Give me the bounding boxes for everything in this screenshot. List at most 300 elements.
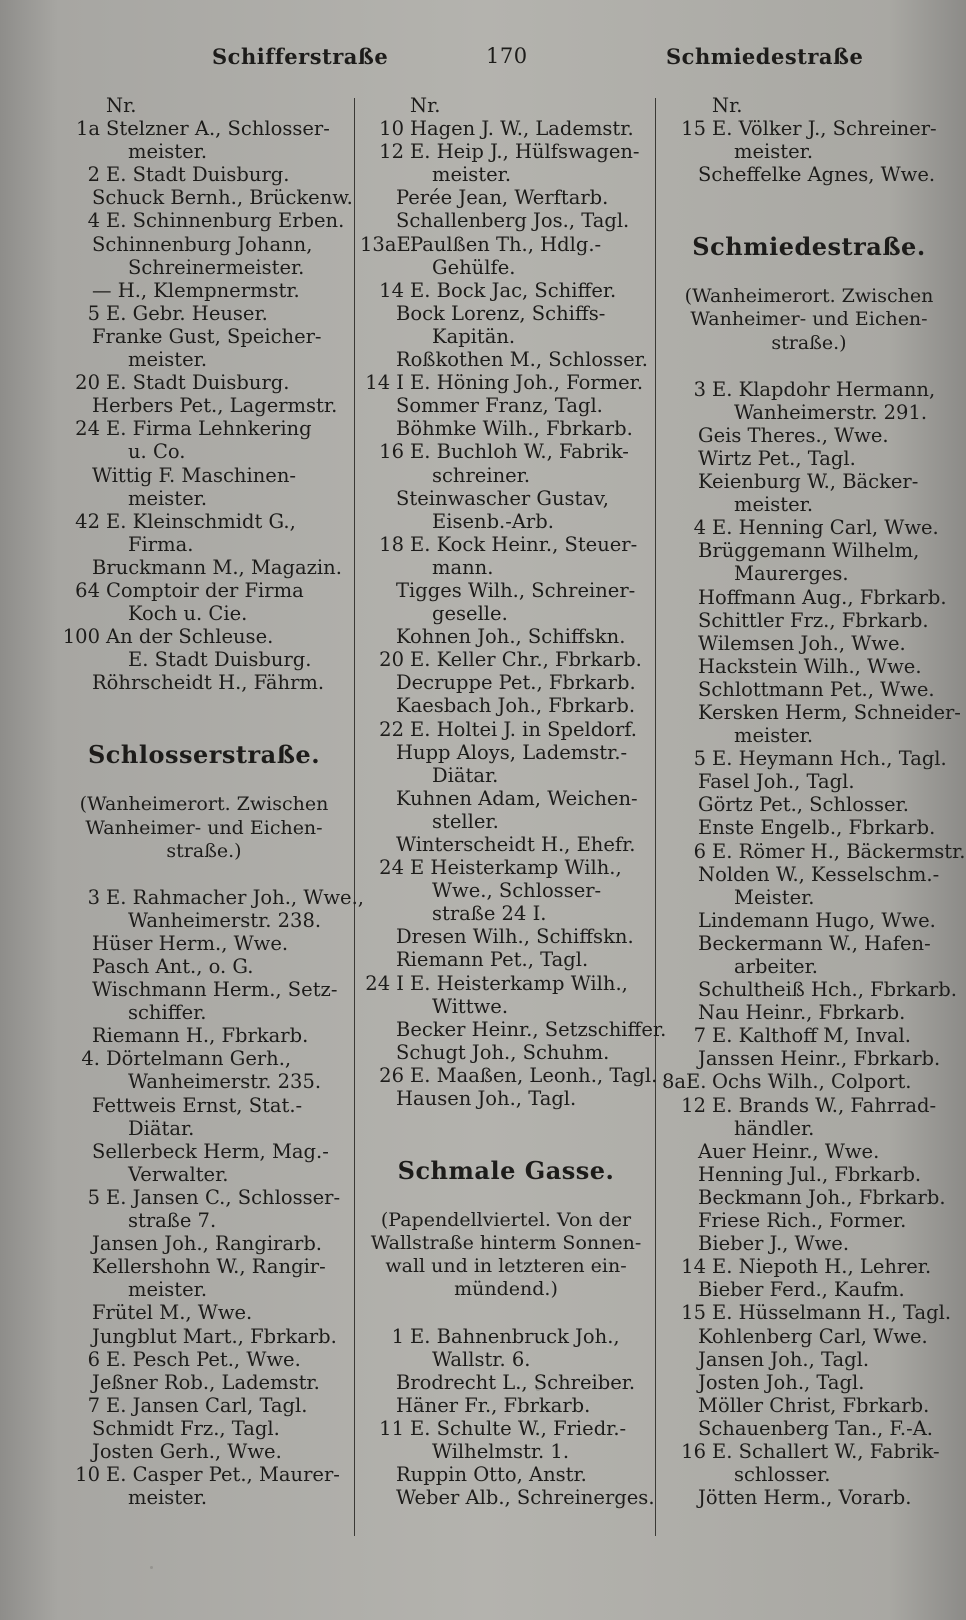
house-number: 5 [693, 747, 706, 771]
resident-text: E. Schallert W., Fabrik- [712, 1439, 940, 1463]
resident-text: E. Gebr. Heuser. [106, 301, 268, 325]
directory-line [360, 417, 652, 440]
number-label [360, 94, 652, 117]
directory-line [360, 718, 652, 741]
resident-text: straße 24 I. [432, 902, 547, 926]
resident-text: Wwe., Schlosser- [432, 879, 602, 903]
house-number: 16 [681, 1439, 706, 1463]
resident-text: Nr. [712, 94, 743, 117]
directory-line [56, 556, 352, 579]
resident-text: Maurerges. [734, 562, 849, 586]
directory-line [56, 625, 352, 648]
resident-text: meister. [128, 1486, 208, 1510]
house-number: 22 [379, 717, 404, 741]
resident-text: E. Stadt Duisburg. [106, 163, 290, 187]
directory-line [360, 510, 652, 533]
directory-line [360, 487, 652, 510]
directory-line [662, 793, 956, 816]
directory-line [56, 1417, 352, 1440]
resident-text: Kohnen Joh., Schiffskn. [396, 625, 626, 649]
directory-line [56, 1001, 352, 1024]
directory-line [662, 770, 956, 793]
directory-line [662, 909, 956, 932]
resident-text: Schauenberg Tan., F.-A. [698, 1416, 933, 1440]
directory-line [56, 140, 352, 163]
resident-text: Riemann H., Fbrkarb. [92, 1024, 309, 1048]
resident-text: E. Brands W., Fahrrad- [712, 1093, 937, 1117]
directory-line [360, 209, 652, 232]
resident-text: Steinwascher Gustav, [396, 486, 609, 510]
resident-text: Perée Jean, Werftarb. [396, 186, 609, 210]
number-label [56, 94, 352, 117]
directory-line [662, 816, 956, 839]
house-number: 6 [87, 1347, 100, 1371]
resident-text: Nr. [410, 94, 441, 117]
resident-text: Schallenberg Jos., Tagl. [396, 209, 630, 233]
resident-text: Fettweis Ernst, Stat.- [92, 1093, 303, 1117]
directory-line [56, 1163, 352, 1186]
column-rule-left [354, 98, 355, 1536]
resident-text: meister. [128, 140, 208, 164]
house-number: 4 [693, 516, 706, 540]
spacer [56, 863, 352, 886]
resident-text: Firma. [128, 532, 194, 556]
directory-line [56, 1186, 352, 1209]
directory-line [360, 1486, 655, 1510]
resident-text: Koch u. Cie. [128, 602, 248, 626]
directory-line [360, 995, 652, 1018]
resident-text: E. Höning Joh., Former. [410, 371, 644, 395]
directory-line [662, 1348, 956, 1371]
directory-line [360, 972, 652, 995]
resident-text: Wilemsen Joh., Wwe. [698, 631, 906, 655]
resident-text: meister. [734, 493, 814, 517]
resident-text: Decruppe Pet., Fbrkarb. [396, 671, 636, 695]
resident-text: meister. [128, 1278, 208, 1302]
resident-text: arbeiter. [734, 955, 818, 978]
house-number: 15 [681, 1301, 706, 1325]
spacer [360, 1302, 652, 1325]
directory-line [360, 579, 652, 602]
spacer [360, 1110, 652, 1156]
directory-line [360, 671, 652, 694]
resident-text: Brodrecht L., Schreiber. [396, 1370, 636, 1394]
resident-text: Röhrscheidt H., Fährm. [92, 671, 325, 695]
directory-line [360, 625, 652, 648]
resident-text: Schmidt Frz., Tagl. [92, 1416, 280, 1440]
resident-text: steller. [432, 809, 499, 833]
directory-line [662, 163, 956, 186]
resident-text: E. Heisterkamp Wilh., [410, 971, 628, 995]
resident-text: Henning Jul., Fbrkarb. [698, 1162, 922, 1186]
directory-line [662, 678, 956, 701]
resident-text: Wischmann Herm., Setz- [92, 978, 338, 1002]
directory-line [360, 464, 652, 487]
resident-text: Brüggemann Wilhelm, [698, 539, 920, 563]
directory-line [56, 909, 352, 932]
resident-text: E. Völker J., Schreiner- [712, 117, 937, 141]
resident-text: Wittwe. [432, 994, 509, 1018]
resident-text: Schugt Joh., Schuhm. [396, 1040, 610, 1064]
resident-text: Jansen Joh., Rangirarb. [92, 1232, 323, 1256]
resident-text: Stelzner A., Schlosser- [106, 117, 330, 141]
resident-text: E. Kleinschmidt G., [106, 509, 296, 533]
street-description: (Wanheimerort. Zwischen [79, 793, 329, 816]
directory-line [360, 325, 652, 348]
directory-line [56, 325, 352, 348]
directory-line [662, 493, 956, 516]
resident-text: Tigges Wilh., Schreiner- [396, 578, 636, 602]
resident-text: Möller Christ, Fbrkarb. [698, 1393, 930, 1417]
house-number: 5 [87, 301, 100, 325]
directory-line [662, 978, 956, 1001]
directory-line [662, 1117, 956, 1140]
directory-line [56, 163, 352, 186]
resident-text: Bieber Ferd., Kaufm. [698, 1278, 905, 1302]
directory-line [662, 1094, 956, 1117]
directory-line [662, 655, 956, 678]
resident-text: E. Kock Heinr., Steuer- [410, 532, 638, 556]
directory-line [662, 562, 956, 585]
house-number: 3 [87, 885, 100, 909]
running-head-right: Schmiedestraße [666, 44, 864, 69]
resident-text: E. Hüsselmann H., Tagl. [712, 1301, 952, 1325]
directory-line [56, 1348, 352, 1371]
resident-text: E. Stadt Duisburg. [106, 371, 290, 395]
spacer [56, 694, 352, 740]
house-number: 24 [75, 417, 100, 441]
resident-text: Weber Alb., Schreinerges. [396, 1486, 655, 1510]
directory-line [662, 839, 966, 863]
resident-text: E. Heip J., Hülfswagen- [410, 140, 640, 164]
directory-line [360, 810, 652, 833]
directory-line [56, 1070, 352, 1093]
directory-line [662, 1463, 956, 1486]
directory-line [360, 440, 652, 463]
resident-text: Hupp Aloys, Lademstr.- [396, 740, 628, 764]
resident-text: Jeßner Rob., Lademstr. [92, 1370, 320, 1394]
resident-text: meister. [734, 724, 814, 748]
resident-text: straße 7. [128, 1209, 217, 1233]
directory-line [662, 724, 956, 747]
house-number: 8aE. [662, 1070, 707, 1094]
resident-text: Dresen Wilh., Schiffskn. [396, 925, 634, 949]
directory-line [662, 1486, 956, 1509]
resident-text: Jungblut Mart., Fbrkarb. [92, 1324, 337, 1348]
resident-text: Riemann Pet., Tagl. [396, 948, 589, 972]
directory-line [662, 1394, 956, 1417]
resident-text: Kapitän. [432, 324, 516, 348]
house-number: 100 [62, 625, 100, 649]
directory-line [360, 1063, 658, 1087]
paper-fleck [536, 1388, 540, 1391]
house-number: 7 [693, 1024, 706, 1048]
directory-line [662, 1024, 956, 1047]
street-description: wall und in letzteren ein- [385, 1255, 627, 1278]
street-heading: Schmale Gasse. [397, 1156, 615, 1186]
directory-line [360, 1440, 652, 1463]
directory-line [56, 602, 352, 625]
street-description: straße.) [166, 839, 242, 862]
house-number: 12 [379, 140, 404, 164]
column-2 [360, 94, 667, 1510]
directory-line [56, 117, 352, 140]
resident-text: Fasel Joh., Tagl. [698, 770, 855, 794]
directory-line [56, 932, 352, 955]
directory-line [360, 833, 652, 856]
directory-line [662, 470, 956, 493]
resident-text: E. Kalthoff M, Inval. [712, 1024, 911, 1048]
directory-line [360, 1348, 652, 1371]
directory-line [662, 1255, 956, 1278]
resident-text: E. Niepoth H., Lehrer. [712, 1255, 932, 1279]
directory-line [360, 556, 652, 579]
resident-text: Schultheiß Hch., Fbrkarb. [698, 978, 957, 1002]
directory-line [662, 886, 956, 909]
resident-text: Wanheimerstr. 235. [128, 1070, 322, 1094]
directory-line [56, 302, 352, 325]
resident-text: E. Holtei J. in Speldorf. [410, 717, 638, 741]
resident-text: Wanheimerstr. 238. [128, 908, 322, 932]
resident-text: Hausen Joh., Tagl. [396, 1087, 577, 1111]
directory-line [56, 1486, 352, 1509]
directory-line [56, 1255, 352, 1278]
resident-text: Roßkothen M., Schlosser. [396, 348, 649, 372]
directory-line [56, 978, 352, 1001]
directory-line [56, 417, 352, 440]
spacer [662, 262, 956, 285]
resident-text: Gehülfe. [432, 255, 516, 279]
house-number: 14 [379, 278, 404, 302]
resident-text: E. Jansen C., Schlosser- [106, 1185, 341, 1209]
resident-text: E. Henning Carl, Wwe. [712, 516, 939, 540]
resident-text: E. Maaßen, Leonh., Tagl. [410, 1063, 658, 1087]
resident-text: Eisenb.-Arb. [432, 509, 554, 533]
street-description: Wanheimer- und Eichen- [85, 816, 323, 839]
resident-text: E. Klapdohr Hermann, [712, 377, 936, 401]
directory-line [56, 1440, 352, 1463]
directory-line [360, 1463, 652, 1486]
directory-line [662, 863, 956, 886]
house-number: 14 [681, 1255, 706, 1279]
directory-line [56, 394, 352, 417]
resident-text: Janssen Heinr., Fbrkarb. [698, 1047, 941, 1071]
resident-text: Meister. [734, 885, 815, 909]
resident-text: E. Rahmacher Joh., Wwe., [106, 885, 364, 909]
house-number: 26 [379, 1063, 404, 1087]
directory-line [360, 1017, 667, 1041]
column-rule-right [655, 98, 656, 1536]
directory-line [662, 424, 956, 447]
resident-text: Friese Rich., Former. [698, 1209, 907, 1233]
resident-text: Beckmann Joh., Fbrkarb. [698, 1185, 946, 1209]
house-number: 5 [87, 1185, 100, 1209]
directory-line [56, 671, 352, 694]
directory-line [662, 539, 956, 562]
directory-line [56, 1140, 352, 1163]
resident-text: Geis Theres., Wwe. [698, 423, 889, 447]
house-number: 15 [681, 117, 706, 141]
directory-line [662, 609, 956, 632]
number-label [662, 94, 956, 117]
house-number: 42 [75, 509, 100, 533]
directory-line [56, 648, 352, 671]
resident-text: Comptoir der Firma [106, 578, 304, 602]
directory-line [662, 1140, 956, 1163]
resident-text: E. Keller Chr., Fbrkarb. [410, 648, 642, 672]
resident-text: Verwalter. [128, 1162, 229, 1186]
resident-text: Hoffmann Aug., Fbrkarb. [698, 585, 947, 609]
directory-line [56, 533, 352, 556]
directory-line [360, 856, 652, 879]
directory-line [360, 1041, 652, 1064]
directory-line [360, 648, 652, 671]
directory-line [56, 1371, 352, 1394]
resident-text: geselle. [432, 602, 508, 626]
directory-line [662, 1301, 956, 1324]
resident-text: Winterscheidt H., Ehefr. [396, 833, 636, 856]
street-description: Wallstraße hinterm Sonnen- [370, 1232, 642, 1255]
directory-line [662, 747, 956, 770]
house-number: 10 [379, 117, 404, 141]
resident-text: Franke Gust, Speicher- [92, 324, 322, 348]
resident-text: E. Heymann Hch., Tagl. [712, 747, 947, 771]
directory-line [360, 371, 652, 394]
directory-line [662, 1070, 956, 1093]
house-number: 64 [75, 578, 100, 602]
house-number: 7 [87, 1393, 100, 1417]
resident-text: schiffer. [128, 1001, 207, 1025]
house-number: 1a [75, 117, 100, 141]
directory-line [360, 1394, 652, 1417]
directory-line [360, 279, 652, 302]
house-number: 24 I [365, 971, 404, 995]
directory-line [360, 694, 652, 717]
street-description: Wanheimer- und Eichen- [690, 308, 928, 331]
directory-line [360, 302, 652, 325]
resident-text: Wanheimerstr. 291. [734, 400, 928, 424]
resident-text: E. Schulte W., Friedr.- [410, 1416, 627, 1440]
resident-text: Josten Joh., Tagl. [698, 1370, 865, 1394]
directory-line [662, 700, 961, 724]
resident-text: E Heisterkamp Wilh., [410, 856, 622, 880]
resident-text: Paulßen Th., Hdlg.- [410, 232, 602, 256]
directory-line [662, 586, 956, 609]
resident-text: Herbers Pet., Lagermstr. [92, 394, 338, 418]
resident-text: u. Co. [128, 440, 186, 464]
directory-line [360, 948, 652, 971]
directory-line [56, 1047, 352, 1070]
spacer [662, 355, 956, 378]
page-number: 170 [486, 44, 528, 68]
resident-text: Nr. [106, 94, 137, 117]
resident-text: Wirtz Pet., Tagl. [698, 446, 856, 470]
column-3 [662, 94, 966, 1510]
resident-text: Schreinermeister. [128, 255, 305, 279]
directory-line [360, 533, 652, 556]
directory-line [662, 140, 956, 163]
resident-text: E. Stadt Duisburg. [128, 648, 312, 672]
directory-line [662, 1232, 956, 1255]
directory-line [360, 764, 652, 787]
street-heading: Schlosserstraße. [87, 740, 321, 770]
resident-text: Keienburg W., Bäcker- [698, 470, 919, 494]
directory-line [56, 1278, 352, 1301]
directory-line [360, 140, 652, 163]
directory-line [360, 787, 652, 810]
directory-line [56, 1463, 352, 1486]
street-description: (Wanheimerort. Zwischen [684, 285, 934, 308]
resident-text: Diätar. [432, 763, 499, 787]
resident-text: Jötten Herm., Vorarb. [698, 1486, 912, 1510]
directory-line [56, 487, 352, 510]
street-description: (Papendellviertel. Von der [380, 1209, 632, 1232]
directory-line [56, 1301, 352, 1324]
directory-line [56, 371, 352, 394]
directory-line [662, 932, 956, 955]
directory-line [360, 902, 652, 925]
resident-text: Schlottmann Pet., Wwe. [698, 677, 935, 701]
directory-line [56, 256, 352, 279]
street-description: straße.) [771, 331, 847, 354]
directory-line [360, 348, 652, 371]
directory-line [662, 1047, 956, 1070]
resident-text: Beckermann W., Hafen- [698, 931, 931, 955]
resident-text: händler. [734, 1116, 815, 1140]
column-1 [56, 94, 364, 1510]
directory-line [360, 117, 652, 140]
directory-line [662, 632, 956, 655]
house-number: 2 [87, 163, 100, 187]
resident-text: Kaesbach Joh., Fbrkarb. [396, 694, 636, 718]
resident-text: E. Buchloh W., Fabrik- [410, 440, 629, 464]
resident-text: Wittig F. Maschinen- [92, 463, 296, 487]
spacer [662, 186, 956, 232]
house-number: 10 [75, 1463, 100, 1487]
resident-text: E. Bock Jac, Schiffer. [410, 278, 617, 302]
directory-line [360, 186, 652, 209]
directory-line [360, 256, 652, 279]
directory-line [360, 233, 652, 256]
resident-text: Scheffelke Agnes, Wwe. [698, 163, 936, 187]
resident-text: Bieber J., Wwe. [698, 1232, 850, 1256]
directory-line [56, 348, 352, 371]
house-number: 12 [681, 1093, 706, 1117]
resident-text: Nau Heinr., Fbrkarb. [698, 1001, 906, 1025]
resident-text: Becker Heinr., Setzschiffer. [396, 1017, 667, 1041]
resident-text: meister. [128, 486, 208, 510]
house-number: 6 [693, 839, 706, 863]
directory-line [662, 1163, 956, 1186]
resident-text: Diätar. [128, 1116, 195, 1140]
resident-text: Kellershohn W., Rangir- [92, 1255, 326, 1279]
directory-line [360, 879, 652, 902]
resident-text: Auer Heinr., Wwe. [698, 1139, 880, 1163]
resident-text: Schuck Bernh., Brückenw. [92, 186, 353, 210]
resident-text: Hackstein Wilh., Wwe. [698, 654, 922, 678]
house-number: 3 [693, 377, 706, 401]
directory-line [360, 163, 652, 186]
street-description: mündend.) [454, 1278, 558, 1301]
directory-line [662, 1371, 956, 1394]
resident-text: Dörtelmann Gerh., [106, 1047, 292, 1071]
house-number: 13aE. [360, 232, 417, 256]
resident-text: E. Römer H., Bäckermstr. [712, 839, 966, 863]
resident-text: Kohlenberg Carl, Wwe. [698, 1324, 928, 1348]
directory-line [56, 955, 352, 978]
house-number: 24 [379, 856, 404, 880]
directory-line [56, 1209, 352, 1232]
